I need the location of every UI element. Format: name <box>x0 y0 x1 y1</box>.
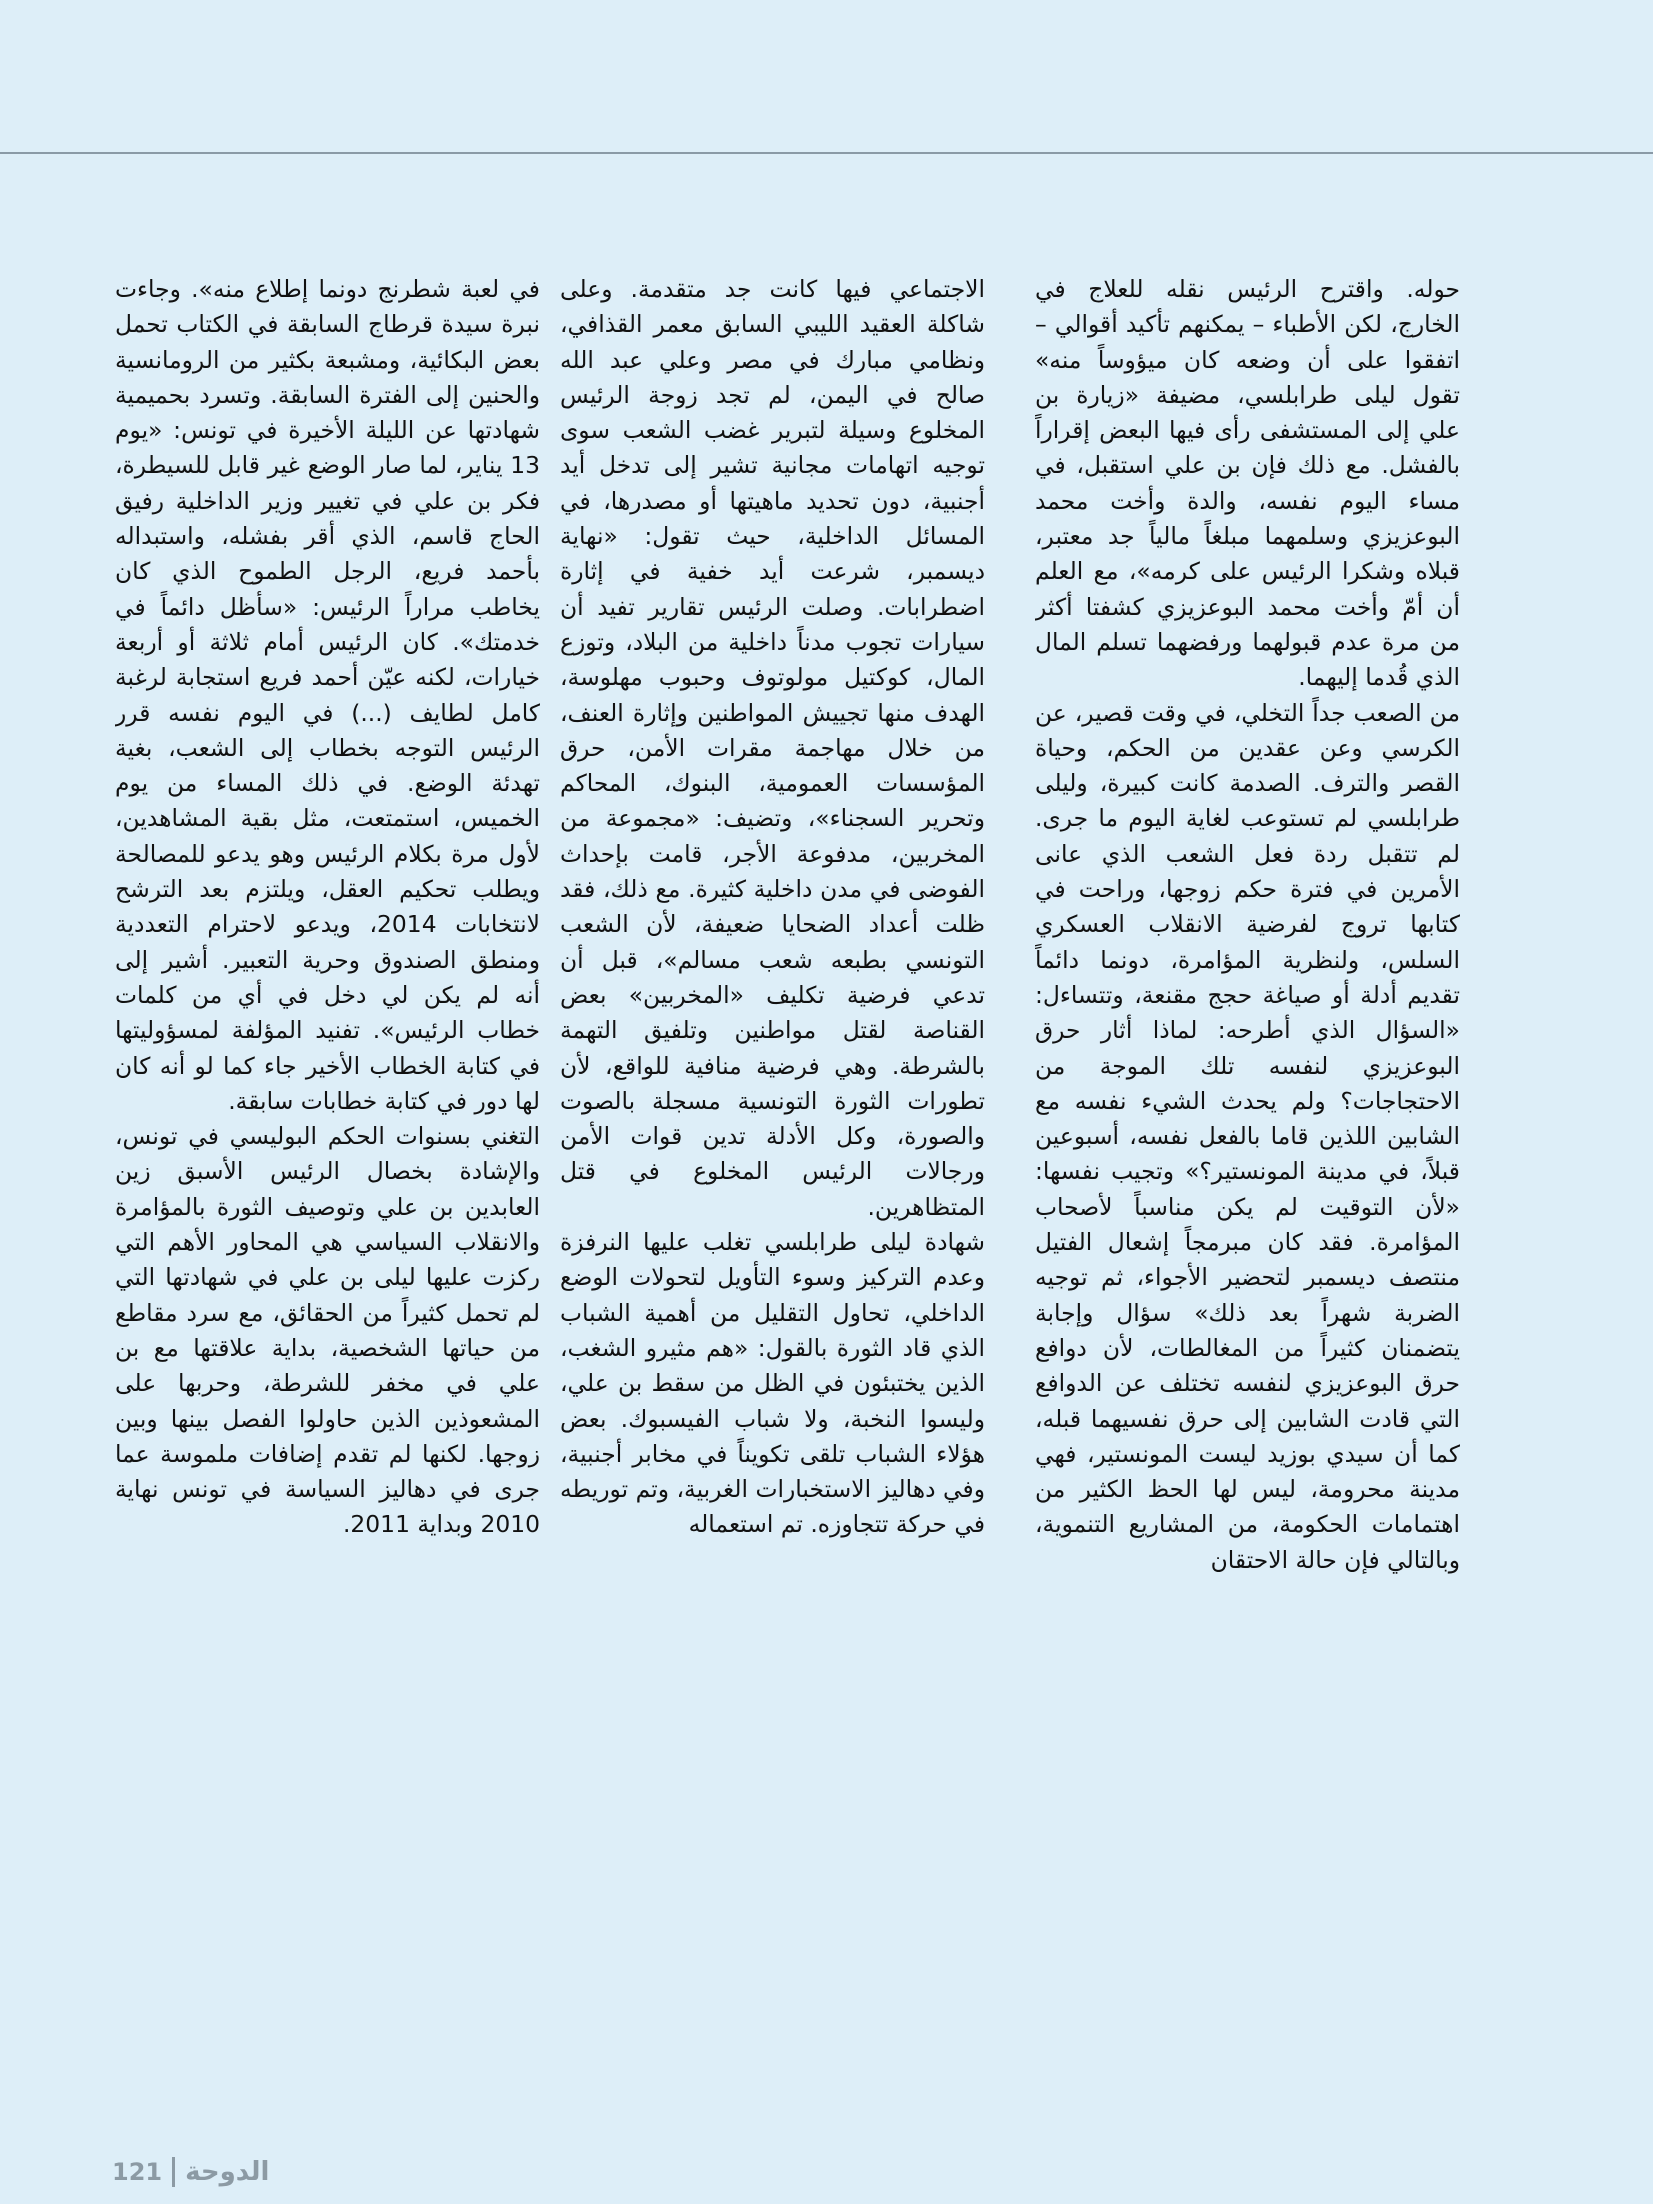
footer-divider <box>172 2157 175 2187</box>
paragraph: التغني بسنوات الحكم البوليسي في تونس، والإشادة بخصال الرئيس الأسبق زين العابدين بن علي وتوصيف الثورة بالمؤامرة والانقلاب السياسي هي المحاور الأهم التي ركزت عليها ليلى بن علي في شهادتها التي لم تحمل كثيراً من الحقائق، مع سرد مقاطع من حياتها الشخصية، بداية علاقتها مع بن علي في مخفر للشرطة، وحربها على المشعوذين الذين حاولوا الفصل بينها وبين زوجها. لكنها لم تقدم إضافات ملموسة عما جرى في دهاليز السياسة في تونس نهاية 2010 وبداية 2011. <box>115 1122 540 1539</box>
page-footer <box>112 2152 269 2192</box>
text-column-middle <box>560 272 985 2112</box>
text-column-right <box>1035 272 1460 2112</box>
paragraph: حوله. واقترح الرئيس نقله للعلاج في الخارج، لكن الأطباء – يمكنهم تأكيد أقوالي – اتفقوا على أن وضعه كان ميؤوساً منه» تقول ليلى طرابلسي، مضيفة «زيارة بن علي إلى المستشفى رأى فيها البعض إقراراً بالفشل. مع ذلك فإن بن علي استقبل، في مساء اليوم نفسه، والدة وأخت محمد البوعزيزي وسلمهما مبلغاً مالياً جد معتبر، قبلاه وشكرا الرئيس على كرمه»، مع العلم أن أمّ وأخت محمد البوعزيزي كشفتا أكثر من مرة عدم قبولهما ورفضهما تسلم المال الذي قُدما إليهما. <box>1035 275 1460 692</box>
magazine-logo: الدوحة <box>185 2157 270 2187</box>
text-column-left <box>115 272 540 2112</box>
paragraph: في لعبة شطرنج دونما إطلاع منه». وجاءت نبرة سيدة قرطاج السابقة في الكتاب تحمل بعض البكائية، ومشبعة بكثير من الرومانسية والحنين إلى الفترة السابقة. وتسرد بحميمية شهادتها عن الليلة الأخيرة في تونس: «يوم 13 يناير، لما صار الوضع غير قابل للسيطرة، فكر بن علي في تغيير وزير الداخلية رفيق الحاج قاسم، الذي أقر بفشله، واستبداله بأحمد فريع، الرجل الطموح الذي كان يخاطب مراراً الرئيس: «سأظل دائماً في خدمتك». كان الرئيس أمام ثلاثة أو أربعة خيارات، لكنه عيّن أحمد فريع استجابة لرغبة كامل لطايف (...) في اليوم نفسه قرر الرئيس التوجه بخطاب إلى الشعب، بغية تهدئة الوضع. في ذلك المساء من يوم الخميس، استمتعت، مثل بقية المشاهدين، لأول مرة بكلام الرئيس وهو يدعو للمصالحة ويطلب تحكيم العقل، ويلتزم بعد الترشح لانتخابات 2014، ويدعو لاحترام التعددية ومنطق الصندوق وحرية التعبير. أشير إلى أنه لم يكن لي دخل في أي من كلمات خطاب الرئيس». تفنيد المؤلفة لمسؤوليتها في كتابة الخطاب الأخير جاء كما لو أنه كان لها دور في كتابة خطابات سابقة. <box>115 275 540 1115</box>
top-divider-line <box>0 152 1653 154</box>
paragraph: من الصعب جداً التخلي، في وقت قصير، عن الكرسي وعن عقدين من الحكم، وحياة القصر والترف. الصدمة كانت كبيرة، وليلى طرابلسي لم تستوعب لغاية اليوم ما جرى. لم تتقبل ردة فعل الشعب الذي عانى الأمرين في فترة حكم زوجها، وراحت في كتابها تروج لفرضية الانقلاب العسكري السلس، ولنظرية المؤامرة، دونما دائماً تقديم أدلة أو صياغة حجج مقنعة، وتتساءل: «السؤال الذي أطرحه: لماذا أثار حرق البوعزيزي لنفسه تلك الموجة من الاحتجاجات؟ ولم يحدث الشيء نفسه مع الشابين اللذين قاما بالفعل نفسه، أسبوعين قبلاً، في مدينة المونستير؟» وتجيب نفسها: «لأن التوقيت لم يكن مناسباً لأصحاب المؤامرة. فقد كان مبرمجاً إشعال الفتيل منتصف ديسمبر لتحضير الأجواء، ثم توجيه الضربة شهراً بعد ذلك» سؤال وإجابة يتضمنان كثيراً من المغالطات، لأن دوافع حرق البوعزيزي لنفسه تختلف عن الدوافع التي قادت الشابين إلى حرق نفسيهما قبله، كما أن سيدي بوزيد ليست المونستير، فهي مدينة محرومة، ليس لها الحظ الكثير من اهتمامات الحكومة، من المشاريع التنموية، وبالتالي فإن حالة الاحتقان <box>1035 698 1460 1574</box>
paragraph: شهادة ليلى طرابلسي تغلب عليها النرفزة وعدم التركيز وسوء التأويل لتحولات الوضع الداخلي، تحاول التقليل من أهمية الشباب الذي قاد الثورة بالقول: «هم مثيرو الشغب، الذين يختبئون في الظل من سقط بن علي، وليسوا النخبة، ولا شباب الفيسبوك. بعض هؤلاء الشباب تلقى تكويناً في مخابر أجنبية، وفي دهاليز الاستخبارات الغربية، وتم توريطه في حركة تتجاوزه. تم استعماله <box>560 1228 985 1539</box>
page-number: 121 <box>112 2158 163 2186</box>
paragraph: الاجتماعي فيها كانت جد متقدمة. وعلى شاكلة العقيد الليبي السابق معمر القذافي، ونظامي مبارك في مصر وعلي عبد الله صالح في اليمن، لم تجد زوجة الرئيس المخلوع وسيلة لتبرير غضب الشعب سوى توجيه اتهامات مجانية تشير إلى تدخل أيد أجنبية، دون تحديد ماهيتها أو مصدرها، في المسائل الداخلية، حيث تقول: «نهاية ديسمبر، شرعت أيد خفية في إثارة اضطرابات. وصلت الرئيس تقارير تفيد أن سيارات تجوب مدناً داخلية من البلاد، وتوزع المال، كوكتيل مولوتوف وحبوب مهلوسة، الهدف منها تجييش المواطنين وإثارة العنف، من خلال مهاجمة مقرات الأمن، حرق المؤسسات العمومية، البنوك، المحاكم وتحرير السجناء»، وتضيف: «مجموعة من المخربين، مدفوعة الأجر، قامت بإحداث الفوضى في مدن داخلية كثيرة. مع ذلك، فقد ظلت أعداد الضحايا ضعيفة، لأن الشعب التونسي بطبعه شعب مسالم»، قبل أن تدعي فرضية تكليف «المخربين» بعض القناصة لقتل مواطنين وتلفيق التهمة بالشرطة. وهي فرضية منافية للواقع، لأن تطورات الثورة التونسية مسجلة بالصوت والصورة، وكل الأدلة تدين قوات الأمن ورجالات الرئيس المخلوع في قتل المتظاهرين. <box>560 275 985 1221</box>
